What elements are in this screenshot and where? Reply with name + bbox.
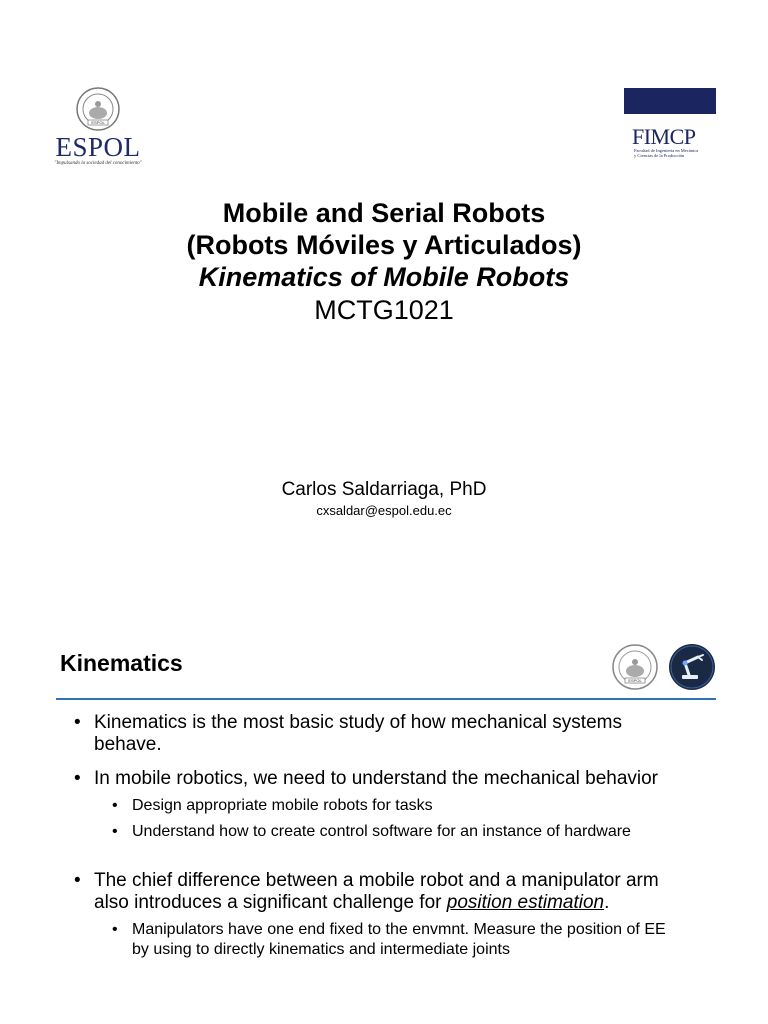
fimcp-subtitle-1: Facultad de Ingeniería en Mecánica bbox=[634, 148, 699, 153]
title-line-1: Mobile and Serial Robots bbox=[222, 198, 546, 228]
sub-bullet-item: • Understand how to create control software for an instance of hardware bbox=[110, 822, 672, 842]
bullet-item bbox=[72, 870, 672, 914]
svg-text:ESPOL: ESPOL bbox=[91, 120, 105, 125]
title-line-3: Kinematics of Mobile Robots bbox=[198, 262, 570, 292]
title-line-2: (Robots Móviles y Articulados) bbox=[186, 230, 582, 260]
robot-arm-icon bbox=[668, 643, 716, 691]
sub-bullet-item: • Manipulators have one end fixed to the envmnt. Measure the position of EE by using to directly kinematics and intermediate joints bbox=[110, 920, 672, 960]
author-email: cxsaldar@espol.edu.ec bbox=[316, 503, 452, 518]
bullet-text-end: . bbox=[604, 892, 610, 913]
bullet-text: The chief difference between a mobile robot and a manipulator arm also introduces a significant challenge for bbox=[94, 870, 659, 913]
espol-logo bbox=[50, 86, 146, 166]
author-name: Carlos Saldarriaga, PhD bbox=[281, 479, 487, 500]
bullet-item: • In mobile robotics, we need to understand the mechanical behavior bbox=[72, 768, 672, 790]
title-block bbox=[0, 197, 768, 327]
fimcp-subtitle-2: y Ciencias de la Producción bbox=[634, 153, 685, 158]
espol-seal-icon bbox=[75, 86, 121, 132]
espol-tagline: "Impulsando la sociedad del conocimiento" bbox=[54, 161, 142, 166]
svg-text:ESPOL: ESPOL bbox=[628, 678, 642, 683]
fimcp-logo bbox=[624, 88, 716, 164]
bullet-list bbox=[72, 712, 672, 966]
title-divider bbox=[56, 698, 716, 700]
espol-seal-icon bbox=[611, 643, 659, 691]
emphasis-position-estimation: position estimation bbox=[446, 892, 605, 913]
bullet-item: • Kinematics is the most basic study of how mechanical systems behave. bbox=[72, 712, 672, 756]
fimcp-wordmark: FIMCP bbox=[632, 124, 696, 149]
course-code: MCTG1021 bbox=[314, 295, 454, 325]
slide-title: Kinematics bbox=[60, 650, 183, 676]
sub-bullet-item: • Design appropriate mobile robots for tasks bbox=[110, 796, 672, 816]
kinematics-slide bbox=[0, 622, 768, 1024]
espol-wordmark: ESPOL bbox=[55, 132, 141, 162]
fimcp-banner bbox=[624, 88, 716, 114]
